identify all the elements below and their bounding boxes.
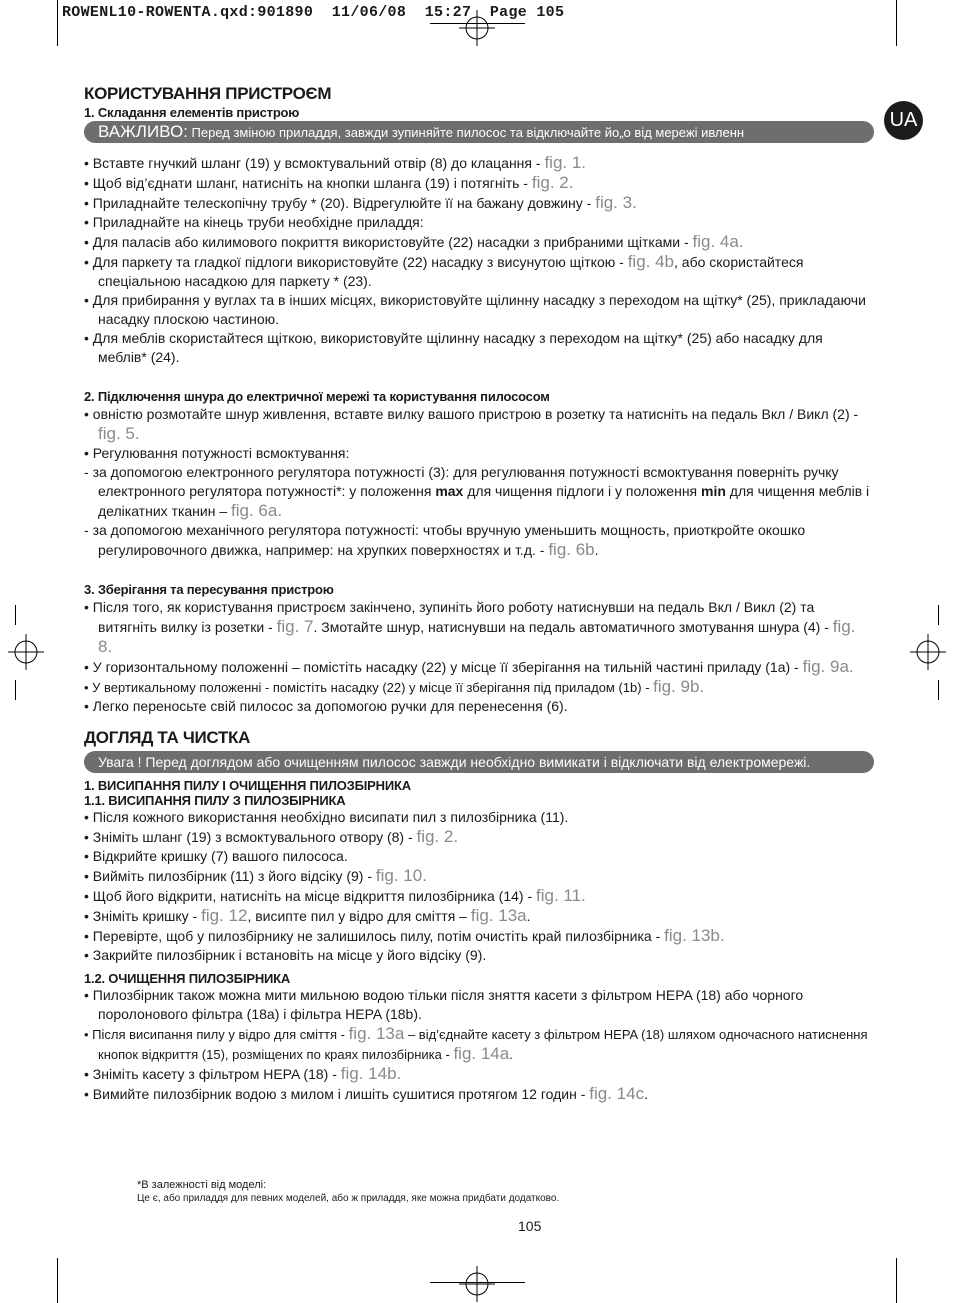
figure-reference: fig. 14a: [453, 1044, 510, 1063]
item-text: Для паласів або килимового покриття використовуйте (22) насадки з прибраними щітками -: [92, 234, 693, 250]
important-notice: [84, 121, 874, 143]
list-item: • Легко переносьте свій пилосос за допомогою ручки для перенесення (6).: [84, 698, 568, 714]
list-item: • У горизонтальному положенні – помістіть насадку (22) у місце її зберігання на тильній частині приладу (1a) - fig. 9a.: [84, 657, 854, 676]
section-title-usage: КОРИСТУВАННЯ ПРИСТРОЄМ: [84, 84, 332, 103]
bullet: -: [84, 522, 89, 538]
list-item: • Для паласів або килимового покриття використовуйте (22) насадки з прибраними щітками - fig. 4a.: [84, 232, 744, 251]
list-item: • Закрийте пилозбірник і встановіть на місце у його відсіку (9).: [84, 947, 487, 963]
item-text: .: [526, 908, 531, 924]
item-text: Приладнайте телескопічну трубу * (20). Відрегулюйте її на бажану довжину -: [92, 195, 596, 211]
subsection-title-connection: 2. Підключення шнура до електричної мережі та користування пилососом: [84, 389, 550, 404]
list-item: • Вийміть пилозбірник (11) з його відсіку (9) - fig. 10.: [84, 866, 427, 885]
figure-reference: fig. 8.: [98, 617, 856, 656]
list-item: [84, 521, 874, 560]
page-number: 105: [518, 1218, 542, 1234]
figure-reference: fig. 1.: [544, 153, 587, 172]
figure-reference: fig. 2.: [416, 827, 459, 846]
list-item: • Для прибирання у вуглах та в інших місцях, використовуйте щілинну насадку з переходом на щітку* (25), прикладаючи насадку плоскою частиною.: [84, 292, 866, 327]
list-item: • Щоб його відкрити, натисніть на місце відкриття пилозбірника (14) - fig. 11.: [84, 886, 586, 905]
crop-mark: [938, 605, 939, 625]
crop-mark: [896, 1258, 897, 1303]
footnote: [137, 1178, 559, 1206]
item-text: овністю розмотайте шнур живлення, вставте вилку вашого пристрою в розетку та натисніть на педаль Вкл / Викл (2) -: [92, 406, 859, 422]
figure-reference: fig. 7: [276, 617, 314, 636]
list-item: • Приладнайте на кінець труби необхідне приладдя:: [84, 214, 424, 230]
item-text: Вставте гнучкий шланг (19) у всмоктувальний отвір (8) до клацання -: [92, 155, 545, 171]
warning-notice: Увага ! Перед доглядом або очищенням пилосос завжди необхідно вимикати і відключати від електромережі.: [84, 751, 874, 773]
subsection-subtitle-emptying: 1.1. ВИСИПАННЯ ПИЛУ З ПИЛОЗБІРНИКА: [84, 793, 346, 808]
list-item: • Щоб від’єднати шланг, натисніть на кнопки шланга (19) і потягніть - fig. 2.: [84, 173, 574, 192]
list-item: [84, 405, 874, 444]
footnote-line: Це є, або приладдя для певних моделей, або ж приладдя, яке можна придбати додатково.: [137, 1193, 560, 1204]
list-item: • Перевірте, щоб у пилозбірнику не залишилось пилу, потім очистіть край пилозбірника - fig. 13b.: [84, 926, 725, 945]
item-text: . Змотайте шнур, натиснувши на педаль автоматичного змотування шнура (4) -: [313, 619, 833, 635]
crop-mark: [15, 680, 16, 700]
figure-reference: fig. 12: [201, 906, 248, 925]
list-item: • Зніміть касету з фільтром HEPA (18) - fig. 14b.: [84, 1064, 402, 1083]
list-item: • Приладнайте телескопічну трубу * (20). Відрегулюйте її на бажану довжину - fig. 3.: [84, 193, 637, 212]
figure-reference: fig. 5.: [98, 424, 140, 443]
language-badge: UA: [884, 101, 923, 140]
item-text: Після висипання пилу у відро для сміття -: [92, 1027, 349, 1042]
item-text: У вертикальному положенні - помістіть насадку (22) у місце її зберігання під приладом (1b) -: [92, 680, 654, 695]
figure-reference: fig. 14c: [589, 1084, 645, 1103]
list-item: • Зніміть кришку - fig. 12, висипте пил у відро для сміття – fig. 13a.: [84, 906, 531, 925]
figure-reference: fig. 9b.: [653, 677, 705, 696]
subsection-title-storage: 3. Зберігання та пересування пристрою: [84, 582, 334, 597]
item-text: Після того, як користування пристроєм закінчено, зупиніть його роботу натиснувши на педаль Вкл / Викл (2) та витягніть вилку із розетки -: [92, 599, 815, 635]
figure-reference: fig. 6b: [548, 540, 595, 559]
list-item: • Після кожного використання необхідно висипати пил з пилозбірника (11).: [84, 809, 569, 825]
print-header: ROWENL10-ROWENTA.qxd:901890 11/06/08 15:27 Page 105: [62, 4, 565, 21]
item-text: Для паркету та гладкої підлоги використовуйте (22) насадку з висунутою щіткою -: [92, 254, 628, 270]
crop-mark: [57, 1258, 58, 1303]
crop-mark: [15, 605, 16, 625]
cleaning-list: [84, 986, 874, 1104]
figure-reference: fig. 9a.: [802, 657, 854, 676]
figure-reference: fig. 11.: [536, 886, 586, 905]
item-text: Вийміть пилозбірник (11) з його відсіку (9) -: [92, 868, 376, 884]
subsection-title-assembly: 1. Складання елементів пристрою: [84, 105, 300, 120]
item-text: Перевірте, щоб у пилозбірнику не залишилось пилу, потім очистіть край пилозбірника -: [92, 928, 665, 944]
item-text: Щоб від’єднати шланг, натисніть на кнопки шланга (19) і потягніть -: [92, 175, 532, 191]
figure-reference: fig. 4a.: [692, 232, 744, 251]
item-text: .: [594, 542, 599, 558]
item-text: Регулювання потужності всмоктування:: [92, 445, 350, 461]
bullet: •: [84, 445, 89, 461]
list-item: [84, 463, 874, 521]
figure-reference: fig. 4b: [627, 252, 675, 271]
notice-label: ВАЖЛИВО:: [98, 122, 188, 141]
item-text: Вимийте пилозбірник водою з милом і лишіть сушитися протягом 12 годин -: [92, 1086, 590, 1102]
footnote-line: *В залежності від моделі:: [137, 1179, 267, 1191]
list-item: • Зніміть шланг (19) з всмоктувального отвору (8) - fig. 2.: [84, 827, 459, 846]
figure-reference: fig. 2.: [531, 173, 574, 192]
item-text: Зніміть шланг (19) з всмоктувального отвору (8) -: [92, 829, 417, 845]
crop-mark: [896, 0, 897, 46]
item-text: Легко переносьте свій пилосос за допомогою ручки для перенесення (6).: [92, 698, 568, 714]
figure-reference: fig. 13b.: [664, 926, 725, 945]
item-text: для чищення меблів і делікатних тканин –: [98, 483, 870, 519]
figure-reference: fig. 14b.: [340, 1064, 402, 1083]
list-item: • Пилозбірник також можна мити мильною водою тільки після зняття касети з фільтром HEPA (18) або чорного поролонового фільтра (18a) і фільтра HEPA (18b).: [84, 987, 804, 1022]
item-text: .: [644, 1086, 648, 1102]
bold-term: max: [435, 483, 464, 499]
figure-reference: fig. 3.: [595, 193, 637, 212]
connection-list: [84, 405, 874, 560]
list-item: • Відкрийте кришку (7) вашого пилососа.: [84, 848, 348, 864]
crop-mark: [938, 680, 939, 700]
item-text: У горизонтальному положенні – помістіть насадку (22) у місце її зберігання на тильній частині приладу (1a) -: [92, 659, 803, 675]
item-text: за допомогою електронного регулятора потужності (3): для регулювання потужності всмоктування поверніть ручку електронного регулятора потужності*: у положення: [92, 464, 839, 499]
bullet: •: [84, 406, 89, 422]
bold-term: min: [701, 483, 726, 499]
item-text: .: [509, 1047, 513, 1062]
item-text: Для прибирання у вуглах та в інших місцях, використовуйте щілинну насадку з переходом на щітку* (25), прикладаючи насадку плоскою частиною.: [92, 292, 866, 327]
page-content: [84, 84, 874, 1104]
subsection-title-emptying: 1. ВИСИПАННЯ ПИЛУ І ОЧИЩЕННЯ ПИЛОЗБІРНИКА: [84, 778, 411, 793]
item-text: Зніміть кришку -: [92, 908, 202, 924]
list-item: • У вертикальному положенні - помістіть насадку (22) у місце її зберігання під приладом (1b) - fig. 9b.: [84, 677, 705, 696]
item-text: Після кожного використання необхідно висипати пил з пилозбірника (11).: [92, 809, 569, 825]
item-text: – від’єднайте касету з фільтром HEPA (18) шляхом одночасного натиснення кнопок відкриття (15), розміщених по краях пилозбірника -: [98, 1027, 868, 1062]
item-text: Приладнайте на кінець труби необхідне приладдя:: [92, 214, 424, 230]
item-text: Відкрийте кришку (7) вашого пилососа.: [92, 848, 348, 864]
item-text: Зніміть касету з фільтром HEPA (18) -: [92, 1066, 341, 1082]
list-item: • Після того, як користування пристроєм закінчено, зупиніть його роботу натиснувши на педаль Вкл / Викл (2) та витягніть вилку із розетки - fig. 7. Змотайте шнур, натиснувши на педаль автоматичного змотування шнура (4) - fig. 8.: [84, 599, 856, 656]
list-item: • Вставте гнучкий шланг (19) у всмоктувальний отвір (8) до клацання - fig. 1.: [84, 153, 587, 172]
item-text: за допомогою механічного регулятора потужності: чтобы вручную уменьшить мощность, приоткройте окошко регулировочного движка, например: на хрупких поверхностях и т.д. -: [92, 522, 806, 558]
figure-reference: fig. 6a.: [231, 501, 283, 520]
item-text: Для меблів скористайтеся щіткою, використовуйте щілинну насадку з переходом на щітку* (25) або насадку для меблів* (24).: [92, 330, 823, 365]
figure-reference: fig. 13a: [348, 1024, 405, 1043]
list-item: [84, 444, 874, 463]
registration-mark-icon: [910, 634, 946, 670]
list-item: • Після висипання пилу у відро для сміття - fig. 13a – від’єднайте касету з фільтром HEPA (18) шляхом одночасного натиснення кнопок відкриття (15), розміщених по краях пилозбірника - fig. 14a.: [84, 1024, 868, 1063]
item-text: Пилозбірник також можна мити мильною водою тільки після зняття касети з фільтром HEPA (18) або чорного поролонового фільтра (18a) і фільтра HEPA (18b).: [92, 987, 804, 1022]
crop-mark: [57, 0, 58, 46]
item-text: Щоб його відкрити, натисніть на місце відкриття пилозбірника (14) -: [92, 888, 536, 904]
assembly-list: [84, 153, 874, 367]
list-item: • Для меблів скористайтеся щіткою, використовуйте щілинну насадку з переходом на щітку* (25) або насадку для меблів* (24).: [84, 330, 823, 365]
figure-reference: fig. 10.: [375, 866, 427, 885]
subsection-title-cleaning: 1.2. ОЧИЩЕННЯ ПИЛОЗБІРНИКА: [84, 971, 291, 986]
item-text: для чищення підлоги і у положення: [463, 483, 702, 499]
figure-reference: fig. 13a: [470, 906, 527, 925]
notice-text: Перед зміною приладдя, завжди зупиняйте пилосос та відключайте йо„о від мережі ивленн: [187, 125, 745, 140]
storage-list: [84, 598, 874, 716]
item-text: , висипте пил у відро для сміття –: [247, 908, 471, 924]
item-text: , або скористайтеся спеціальною насадкою для паркету * (23).: [98, 254, 804, 289]
item-text: Закрийте пилозбірник і встановіть на місце у його відсіку (9).: [92, 947, 487, 963]
registration-mark-icon: [459, 1266, 495, 1302]
emptying-list: [84, 808, 874, 965]
list-item: • Для паркету та гладкої підлоги використовуйте (22) насадку з висунутою щіткою - fig. 4b, або скористайтеся спеціальною насадкою для паркету * (23).: [84, 252, 804, 289]
bullet: -: [84, 464, 89, 480]
registration-mark-icon: [8, 634, 44, 670]
section-title-care: ДОГЛЯД ТА ЧИСТКА: [84, 728, 251, 747]
list-item: • Вимийте пилозбірник водою з милом і лишіть сушитися протягом 12 годин - fig. 14c.: [84, 1084, 648, 1103]
